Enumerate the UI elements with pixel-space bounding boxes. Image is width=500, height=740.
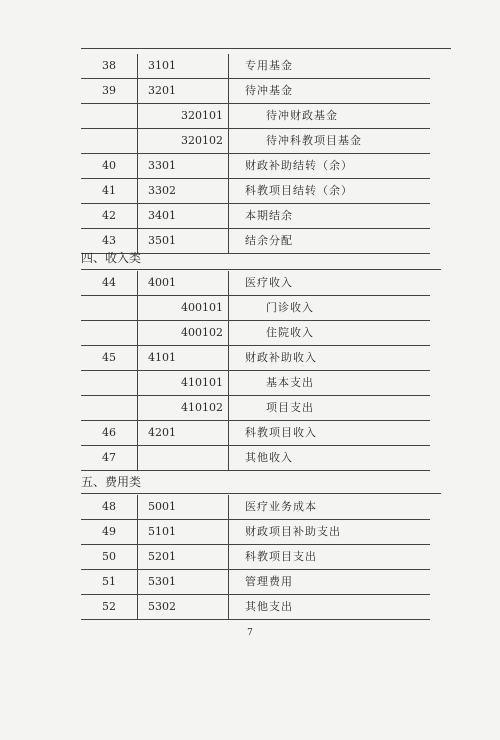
row-number: 47: [102, 451, 116, 464]
row-number: 39: [102, 84, 116, 97]
column-divider: [228, 520, 229, 544]
table-row: [81, 595, 430, 620]
subaccount-code: 410102: [181, 401, 223, 414]
account-name: 待冲科教项目基金: [266, 134, 362, 147]
account-code: 3501: [148, 234, 176, 247]
column-divider: [228, 204, 229, 228]
table-row: [81, 271, 430, 296]
column-divider: [137, 545, 138, 569]
column-divider: [228, 446, 229, 470]
column-divider: [137, 321, 138, 345]
account-code: 4201: [148, 426, 176, 439]
account-name: 科教项目结转（余）: [245, 184, 353, 197]
column-divider: [137, 129, 138, 153]
accounts-table-expenses: [81, 495, 430, 620]
table-row: [81, 154, 430, 179]
page-number: 7: [247, 628, 253, 638]
column-divider: [137, 204, 138, 228]
column-divider: [137, 371, 138, 395]
column-divider: [137, 179, 138, 203]
account-name: 财政补助收入: [245, 351, 317, 364]
row-number: 42: [102, 209, 116, 222]
column-divider: [228, 79, 229, 103]
table-row: [81, 104, 430, 129]
column-divider: [228, 545, 229, 569]
account-name: 住院收入: [266, 326, 314, 339]
row-number: 49: [102, 525, 116, 538]
column-divider: [228, 421, 229, 445]
accounts-table-income: [81, 271, 430, 471]
table-row: [81, 321, 430, 346]
account-code: 3101: [148, 59, 176, 72]
column-divider: [228, 371, 229, 395]
table-row: [81, 545, 430, 570]
account-name: 管理费用: [245, 575, 293, 588]
row-number: 51: [102, 575, 116, 588]
column-divider: [137, 271, 138, 295]
account-code: 4101: [148, 351, 176, 364]
subaccount-code: 410101: [181, 376, 223, 389]
account-name: 基本支出: [266, 376, 314, 389]
column-divider: [137, 54, 138, 78]
account-name: 科教项目支出: [245, 550, 317, 563]
table-row: [81, 421, 430, 446]
account-name: 待冲财政基金: [266, 109, 338, 122]
account-name: 门诊收入: [266, 301, 314, 314]
column-divider: [137, 495, 138, 519]
account-name: 其他收入: [245, 451, 293, 464]
row-number: 44: [102, 276, 116, 289]
column-divider: [137, 570, 138, 594]
column-divider: [137, 421, 138, 445]
account-code: 5101: [148, 525, 176, 538]
table-row: [81, 446, 430, 471]
table-row: [81, 296, 430, 321]
account-name: 其他支出: [245, 600, 293, 613]
account-code: 5301: [148, 575, 176, 588]
column-divider: [228, 129, 229, 153]
table-row: [81, 54, 430, 79]
row-number: 50: [102, 550, 116, 563]
account-code: 4001: [148, 276, 176, 289]
account-code: 3201: [148, 84, 176, 97]
accounts-table-equity: [81, 54, 430, 254]
column-divider: [228, 179, 229, 203]
column-divider: [228, 271, 229, 295]
column-divider: [228, 104, 229, 128]
account-name: 本期结余: [245, 209, 293, 222]
subaccount-code: 320102: [181, 134, 223, 147]
table-row: [81, 346, 430, 371]
account-code: 5302: [148, 600, 176, 613]
column-divider: [228, 346, 229, 370]
row-number: 43: [102, 234, 116, 247]
column-divider: [137, 595, 138, 619]
account-code: 5201: [148, 550, 176, 563]
table-row: [81, 204, 430, 229]
column-divider: [228, 570, 229, 594]
row-number: 48: [102, 500, 116, 513]
account-name: 待冲基金: [245, 84, 293, 97]
account-name: 结余分配: [245, 234, 293, 247]
account-name: 项目支出: [266, 401, 314, 414]
table-row: [81, 79, 430, 104]
account-code: 3301: [148, 159, 176, 172]
column-divider: [137, 446, 138, 470]
row-number: 46: [102, 426, 116, 439]
section-heading-income: 四、收入类: [81, 247, 441, 270]
table-row: [81, 179, 430, 204]
column-divider: [137, 520, 138, 544]
table-row: [81, 371, 430, 396]
account-name: 专用基金: [245, 59, 293, 72]
row-number: 41: [102, 184, 116, 197]
account-name: 医疗收入: [245, 276, 293, 289]
subaccount-code: 400101: [181, 301, 223, 314]
subaccount-code: 400102: [181, 326, 223, 339]
table-row: [81, 495, 430, 520]
column-divider: [228, 321, 229, 345]
section-heading-expenses: 五、费用类: [81, 471, 441, 494]
account-code: 3401: [148, 209, 176, 222]
column-divider: [137, 104, 138, 128]
column-divider: [137, 154, 138, 178]
account-name: 医疗业务成本: [245, 500, 317, 513]
row-number: 38: [102, 59, 116, 72]
column-divider: [137, 396, 138, 420]
column-divider: [228, 154, 229, 178]
table-row: [81, 396, 430, 421]
table-row: [81, 129, 430, 154]
column-divider: [228, 495, 229, 519]
column-divider: [228, 54, 229, 78]
account-code: 5001: [148, 500, 176, 513]
top-rule: [81, 48, 451, 49]
account-code: 3302: [148, 184, 176, 197]
column-divider: [228, 296, 229, 320]
table-row: [81, 520, 430, 545]
column-divider: [137, 346, 138, 370]
row-number: 45: [102, 351, 116, 364]
column-divider: [228, 595, 229, 619]
account-name: 财政项目补助支出: [245, 525, 341, 538]
column-divider: [228, 396, 229, 420]
row-number: 40: [102, 159, 116, 172]
column-divider: [137, 79, 138, 103]
column-divider: [137, 296, 138, 320]
account-name: 财政补助结转（余）: [245, 159, 353, 172]
account-name: 科教项目收入: [245, 426, 317, 439]
table-row: [81, 570, 430, 595]
subaccount-code: 320101: [181, 109, 223, 122]
row-number: 52: [102, 600, 116, 613]
